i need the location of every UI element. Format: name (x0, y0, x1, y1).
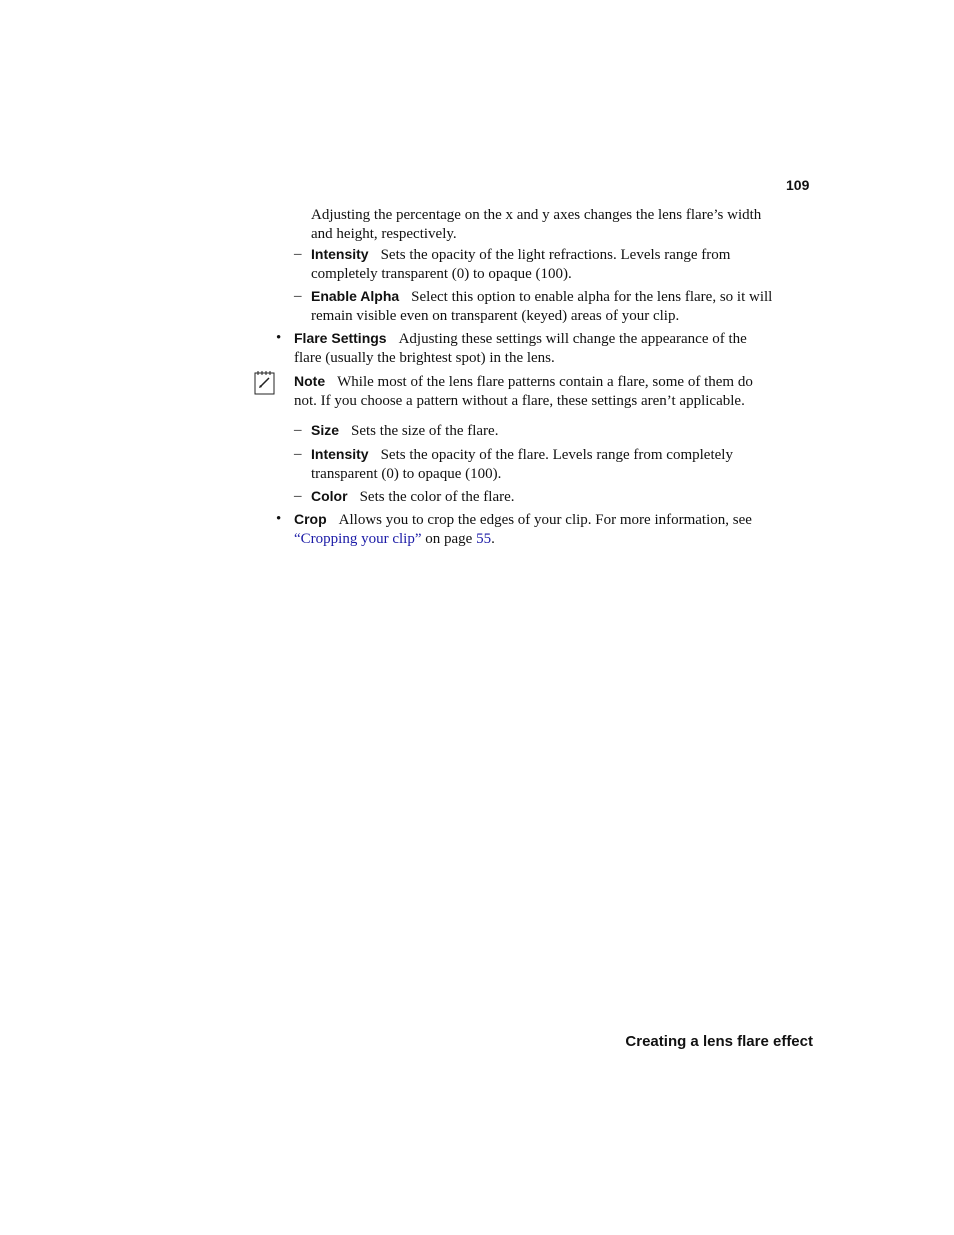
page-number: 109 (786, 177, 810, 193)
bullet-marker: • (276, 330, 282, 346)
term-label: Enable Alpha (311, 288, 400, 304)
note-pad-pencil-icon (254, 370, 276, 396)
term-label: Flare Settings (294, 330, 387, 346)
intro-paragraph: Adjusting the percentage on the x and y axes changes the lens flare’s width and height, respectively. (311, 207, 762, 242)
item-text: Sets the opacity of the flare. Levels range from completely transparent (0) to opaque (100). (311, 447, 733, 482)
bullet-marker: • (276, 511, 282, 527)
dash-marker: – (294, 246, 302, 262)
term-label: Color (311, 488, 348, 504)
dash-marker: – (294, 422, 302, 438)
dash-marker: – (294, 446, 302, 462)
list-item-intensity (311, 245, 773, 284)
note-text: While most of the lens flare patterns contain a flare, some of them do not. If you choose a pattern without a flare, these settings aren’t applicable. (294, 374, 753, 409)
cropping-your-clip-link[interactable]: “Cropping your clip” (294, 531, 422, 547)
item-text: on page (425, 531, 473, 547)
dash-marker: – (294, 488, 302, 504)
term-label: Intensity (311, 246, 369, 262)
list-item-enable-alpha (311, 287, 773, 326)
list-item-size (311, 421, 773, 441)
item-text: Allows you to crop the edges of your clip. For more information, see (338, 512, 752, 528)
note-block (294, 372, 773, 411)
list-item-crop (294, 510, 773, 549)
item-text: Sets the color of the flare. (359, 489, 515, 505)
term-label: Size (311, 422, 340, 438)
term-label: Crop (294, 511, 327, 527)
footer-title: Creating a lens flare effect (625, 1033, 813, 1050)
item-text: . (491, 531, 495, 547)
dash-marker: – (294, 288, 302, 304)
item-text: Sets the opacity of the light refractions. Levels range from completely transparent (0) to opaque (100). (311, 247, 731, 282)
list-item-flare-intensity (311, 445, 773, 484)
page-55-link[interactable]: 55 (476, 531, 492, 547)
item-text: Sets the size of the flare. (351, 423, 499, 439)
term-label: Intensity (311, 446, 369, 462)
note-label: Note (294, 373, 326, 389)
list-item-color (311, 487, 773, 507)
list-item-flare-settings (294, 329, 773, 368)
item-text: Select this option to enable alpha for the lens flare, so it will remain visible even on transparent (keyed) areas of your clip. (311, 289, 773, 324)
item-text: Adjusting these settings will change the appearance of the flare (usually the brightest spot) in the lens. (294, 331, 747, 366)
